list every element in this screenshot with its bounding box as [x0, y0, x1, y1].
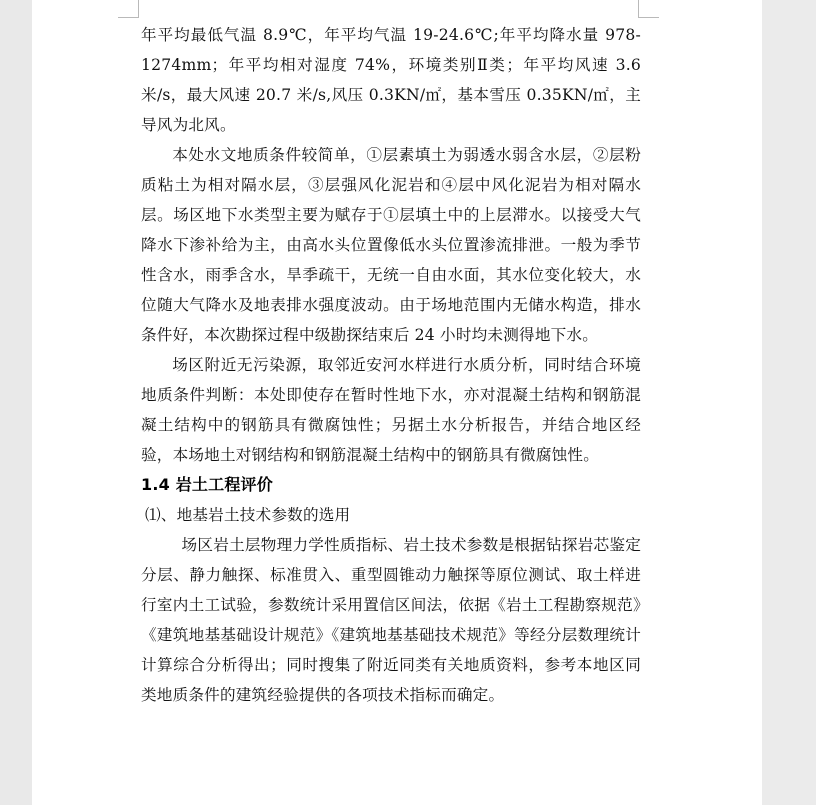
top-left-crop-mark: [118, 0, 139, 18]
paragraph-hydrogeology: 本处水文地质条件较简单，①层素填土为弱透水弱含水层，②层粉质粘土为相对隔水层，③层强风化泥岩和④层中风化泥岩为相对隔水层。场区地下水类型主要为赋存于①层填土中的上层滞水。以接受大气降水下渗补给为主，由高水头位置像低水头位置渗流排泄。一般为季节性含水，雨季含水，旱季疏干，无统一自由水面，其水位变化较大，水位随大气降水及地表排水强度波动。由于场地范围内无储水构造，排水条件好，本次勘探过程中级勘探结束后 24 小时均未测得地下水。: [141, 146, 641, 344]
section-heading: 1.4 岩土工程评价: [141, 475, 273, 494]
paragraph-climate: 年平均最低气温 8.9℃，年平均气温 19-24.6℃;年平均降水量 978-1274mm；年平均相对湿度 74%，环境类别Ⅱ类；年平均风速 3.6 米/s，最大风速 20.7 米/s,风压 0.3KN/㎡，基本雪压 0.35KN/㎡，主导风为北风。: [141, 26, 641, 134]
top-right-crop-mark: [638, 0, 659, 18]
paragraph-parameter-selection: 场区岩土层物理力学性质指标、岩土技术参数是根据钻探岩芯鉴定分层、静力触探、标准贯入、重型圆锥动力触探等原位测试、取土样进行室内土工试验，参数统计采用置信区间法，依据《岩土工程勘察规范》《建筑地基基础设计规范》《建筑地基基础技术规范》等经分层数理统计计算综合分析得出；同时搜集了附近同类有关地质资料，参考本地区同类地质条件的建筑经验提供的各项技术指标而确定。: [141, 536, 641, 704]
left-gutter: [0, 0, 32, 805]
document-page[interactable]: [32, 0, 762, 805]
subsection-heading: ⑴、地基岩土技术参数的选用: [145, 506, 351, 524]
right-gutter: [762, 0, 816, 805]
document-body[interactable]: [141, 20, 641, 710]
paragraph-corrosion: 场区附近无污染源，取邻近安河水样进行水质分析，同时结合环境地质条件判断：本处即使存在暂时性地下水，亦对混凝土结构和钢筋混凝土结构中的钢筋具有微腐蚀性；另据土水分析报告，并结合地区经验，本场地土对钢结构和钢筋混凝土结构中的钢筋具有微腐蚀性。: [141, 356, 641, 464]
